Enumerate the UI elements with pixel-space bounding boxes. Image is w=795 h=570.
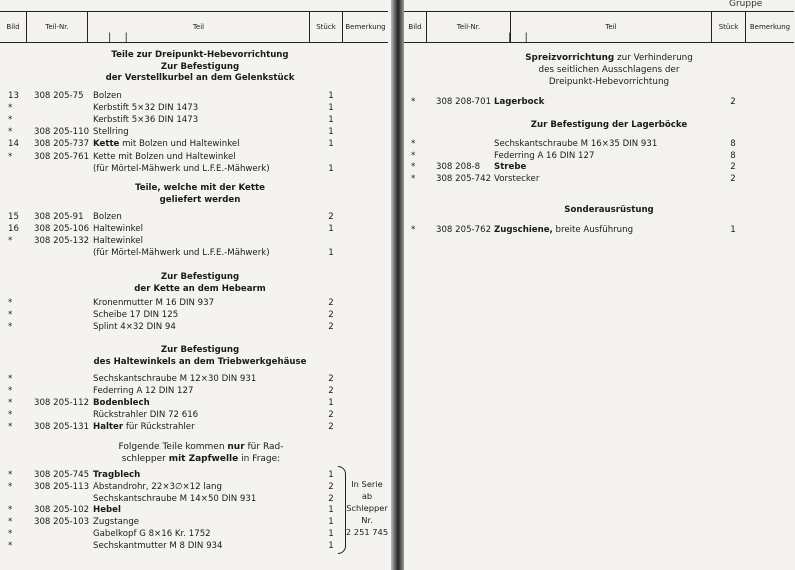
row-bild: 16 [8,224,19,234]
header-bemerkung: Bemerkung [749,23,791,31]
row-description-text: Federring A 16 DIN 127 [494,150,595,161]
row-description-text: Sechskantmutter M 8 DIN 934 [93,540,223,551]
right-intro [499,52,719,88]
row-bild: * [8,529,13,539]
row-bild: * [8,310,13,320]
row-description-text: Vorstecker [494,173,540,184]
row-description [93,139,240,149]
row-bild: * [8,322,13,332]
row-description [93,529,211,539]
row-description-text: Bolzen [93,91,122,101]
row-description [93,410,198,420]
header-teilnr: Teil-Nr. [27,12,88,42]
row-description [93,248,270,258]
row-quantity: 1 [328,139,334,150]
row-description [93,470,140,480]
row-description-text: Sechskantschraube M 16×35 DIN 931 [494,139,658,149]
row-quantity: 1 [730,225,736,235]
note-text: schlepper [121,454,169,464]
section-title-line: Zur Befestigung [160,345,240,355]
row-bild: * [8,398,13,408]
row-quantity: 2 [730,162,736,172]
row-bild: * [8,298,13,308]
row-description [93,517,139,527]
header-bild: Bild [404,12,427,42]
row-description [93,494,256,504]
row-quantity: 8 [730,139,736,149]
row-bild: * [8,481,13,492]
row-description-text: Splint 4×32 DIN 94 [93,322,176,332]
row-bild: * [411,162,416,172]
row-quantity: 2 [328,298,334,308]
row-description-text: Haltewinkel [93,236,143,246]
row-quantity: 1 [328,127,334,138]
row-bild: * [8,505,13,516]
row-description [93,91,122,101]
row-description-text: mit Bolzen und Haltewinkel [119,139,240,150]
section-title-line: Zur Befestigung [160,272,240,282]
row-description [93,212,122,222]
header-tick-marks: | | [108,32,133,43]
note-bold: mit Zapfwelle [168,454,239,464]
row-part-number: 308 205-110 [34,127,90,138]
row-part-number: 308 205-745 [34,470,90,480]
section-title-line: Teile, welche mit der Kette [135,183,265,193]
intro-text: zur Verhinderung [614,53,693,63]
row-description-text: Sechskantschraube M 14×50 DIN 931 [93,493,257,504]
row-description [93,386,193,396]
row-description-bold: Zugschiene, [494,225,553,235]
row-description-text: Haltewinkel [93,224,143,234]
note-text: in Frage: [238,454,281,464]
row-bild: * [8,374,13,384]
row-part-number: 308 205-761 [34,151,90,162]
header-teil: Teil [88,12,310,42]
serie-line: Schlepper [346,503,388,513]
row-quantity: 2 [328,410,334,420]
row-bild: * [8,410,13,420]
row-bild: 13 [8,91,19,101]
serie-line: Nr. [361,515,373,525]
row-part-number: 308 205-742 [436,173,492,184]
intro-text: des seitlichen Ausschlagens der [538,65,680,75]
row-description [93,482,222,492]
row-quantity: 2 [328,493,334,504]
row-bild: * [8,470,13,480]
row-quantity: 1 [328,505,334,516]
row-description-text: Stellring [93,127,129,138]
section-title-line: Teile zur Dreipunkt-Hebevorrichtung [111,50,289,60]
row-quantity: 2 [730,173,736,184]
row-description [93,298,214,308]
row-bild: * [411,225,416,235]
section-title-line: des Haltewinkels an dem Triebwerkgehäuse [93,356,307,367]
row-quantity: 2 [328,212,334,222]
row-bild: * [8,127,13,138]
row-bild: * [411,150,416,161]
row-quantity: 2 [328,386,334,396]
row-quantity: 2 [730,97,736,107]
right-section-3: Sonderausrüstung [564,205,654,215]
row-description [93,374,256,384]
right-top-title [484,0,684,10]
row-description-text: breite Ausführung [552,225,634,235]
book-spine [391,0,404,570]
row-description [93,398,150,408]
row-description [93,322,176,332]
row-description-text: Zugstange [93,517,140,528]
row-description-text: Sechskantschraube M 12×30 DIN 931 [93,374,257,384]
header-stueck: Stück [712,12,746,42]
right-page [404,0,795,570]
row-description [93,541,222,551]
row-part-number: 308 205-75 [34,91,84,101]
serie-line: In Serie [351,479,383,489]
row-quantity: 1 [328,540,334,551]
row-description [93,310,178,320]
section-title-line: geliefert werden [159,194,241,205]
header-tick-marks: | | [508,32,533,43]
row-bild: * [8,386,13,396]
row-part-number: 308 205-106 [34,224,90,234]
row-bild: * [8,540,13,551]
row-bild: * [8,422,13,432]
row-description [494,97,544,107]
row-quantity: 2 [328,481,334,492]
right-table-header [404,11,794,43]
row-description [93,103,198,113]
row-description-text: für Rückstrahler [123,422,195,432]
header-bild: Bild [0,12,27,42]
row-quantity: 1 [328,248,334,258]
row-description [494,174,539,184]
row-description-text: Abstandrohr, 22×3∅×12 lang [93,481,222,492]
left-section-2 [90,183,310,206]
row-description [494,151,594,161]
right-top-group: Gruppe [729,0,763,9]
right-top-left [406,0,446,10]
intro-bold: Spreizvorrichtung [525,53,615,63]
row-description [93,115,198,125]
header-teilnr: Teil-Nr. [427,12,511,42]
row-bild: 14 [8,139,19,150]
row-part-number: 308 208-701 [436,97,492,107]
row-description-bold: Bodenblech [93,398,150,408]
row-quantity: 1 [328,529,334,539]
serie-line: ab [361,491,373,501]
row-description-text: (für Mörtel-Mähwerk und L.F.E.-Mähwerk) [93,248,270,258]
row-quantity: 2 [328,374,334,384]
header-bemerkung: Bemerkung [345,23,386,31]
row-description [93,164,270,174]
row-description [494,225,633,235]
row-description-text: Gabelkopf G 8×16 Kr. 1752 [93,529,211,539]
row-description-bold: Hebel [93,505,121,516]
row-bild: * [8,151,13,162]
row-description [93,152,236,162]
row-description [93,236,143,246]
row-bild: * [8,115,13,126]
note-bold: nur [227,442,245,452]
serie-remark [344,478,390,538]
header-teil: Teil [511,12,712,42]
intro-text: Dreipunkt-Hebevorrichtung [548,77,670,87]
row-quantity: 1 [328,91,334,101]
right-section-2: Zur Befestigung der Lagerböcke [530,120,688,130]
row-part-number: 308 205-103 [34,517,90,528]
note-text: Folgende Teile kommen [118,442,228,452]
row-description-bold: Lagerbock [494,97,545,107]
row-part-number: 308 205-112 [34,398,90,408]
row-bild: 15 [8,212,19,222]
row-quantity: 1 [328,115,334,126]
left-section-4 [80,345,320,368]
row-part-number: 308 205-762 [436,225,492,235]
row-description-text: Kette mit Bolzen und Haltewinkel [93,151,236,162]
row-quantity: 2 [328,310,334,320]
section-title-line: der Kette an dem Hebearm [134,283,266,294]
serie-line: 2 251 745 [345,527,389,537]
row-description-text: Kerbstift 5×32 DIN 1473 [93,103,199,114]
row-quantity: 1 [328,470,334,480]
row-description-bold: Tragblech [93,470,141,480]
row-bild: * [411,97,416,107]
row-bild: * [8,103,13,114]
left-page [0,0,391,570]
row-part-number: 308 205-113 [34,481,90,492]
row-bild: * [411,173,416,184]
row-part-number: 308 205-91 [34,212,84,222]
note-text: für Rad- [244,442,284,452]
row-quantity: 1 [328,224,334,234]
row-part-number: 308 205-102 [34,505,90,516]
row-part-number: 308 208-8 [436,162,481,172]
left-section-3 [90,272,310,295]
row-description-bold: Kette [93,139,120,150]
row-description-text: Scheibe 17 DIN 125 [93,310,179,320]
row-bild: * [8,517,13,528]
row-bild: * [8,236,13,246]
row-quantity: 2 [328,422,334,432]
row-description-text: Federring A 12 DIN 127 [93,386,194,396]
row-description [93,127,129,137]
left-top-strip [20,0,360,10]
row-description-text: Rückstrahler DIN 72 616 [93,410,199,420]
row-quantity: 1 [328,163,334,174]
row-description [494,139,657,149]
row-description-text: Bolzen [93,212,122,222]
section-title-line: Zur Befestigung [160,61,240,72]
row-description-text: Kronenmutter M 16 DIN 937 [93,298,215,308]
left-section-1 [90,50,310,85]
row-quantity: 8 [730,150,736,161]
row-part-number: 308 205-131 [34,422,90,432]
header-stueck: Stück [310,12,343,42]
row-description [93,422,195,432]
row-quantity: 2 [328,322,334,332]
row-description [494,162,526,172]
row-part-number: 308 205-737 [34,139,90,150]
row-description-bold: Halter [93,422,124,432]
left-note [90,441,312,465]
section-title-line: der Verstellkurbel an dem Gelenkstück [105,73,295,83]
row-description [93,224,143,234]
left-table-header [0,11,388,43]
row-quantity: 1 [328,517,334,528]
row-description-bold: Strebe [494,162,527,172]
row-quantity: 1 [328,398,334,408]
row-description [93,505,121,515]
row-quantity: 1 [328,103,334,114]
row-description-text: (für Mörtel-Mähwerk und L.F.E.-Mähwerk) [93,163,270,174]
row-description-text: Kerbstift 5×36 DIN 1473 [93,115,199,126]
row-part-number: 308 205-132 [34,236,90,246]
row-bild: * [411,139,416,149]
